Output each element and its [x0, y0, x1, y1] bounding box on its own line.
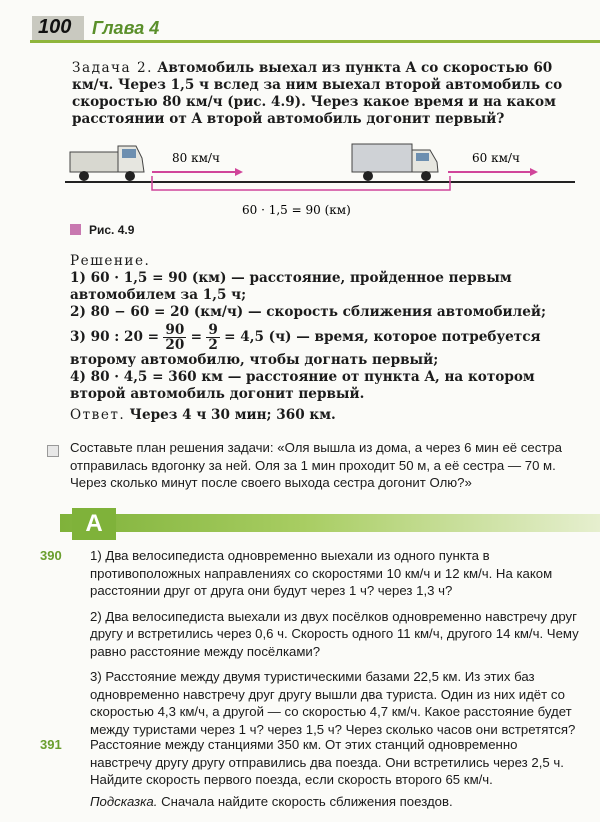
truck-1-icon [70, 146, 144, 181]
solution-step-4: 4) 80 · 4,5 = 360 км — расстояние от пункта A, на котором второй автомобиль догонит первый. [70, 369, 535, 402]
exercise-390 [90, 547, 580, 746]
solution-answer: Ответ. Через 4 ч 30 мин; 360 км. [70, 407, 336, 423]
fraction-90-20: $\frac{90}{20}$ [165, 322, 185, 353]
page-number: 100 [32, 16, 84, 42]
solution-step-2: 2) 80 − 60 = 20 (км/ч) — скорость сближения автомобилей; [70, 304, 546, 320]
exercise-391-number: 391 [40, 737, 62, 752]
exercise-390-part-1: 1) Два велосипедиста одновременно выехали из одного пункта в противоположных направлениях со скоростями 10 км/ч и 12 км/ч. На каком расстоянии друг от друга они будут через 1 ч? через 1,3 ч? [90, 548, 553, 598]
figure-4-9 [60, 140, 580, 220]
solution-step-3: 3) 90 : 20 = $\frac{90}{20}$ = $\frac{9}{2}$ = 4,5 (ч) — время, которое потребуется второму автомобилю, чтобы догнать первый; [70, 322, 541, 368]
task-label: Задача 2. [72, 60, 153, 76]
task-text: Автомобиль выехал из пункта A со скоростью 60 км/ч. Через 1,5 ч вслед за ним выехал второй автомобиль со скоростью 80 км/ч (рис. 4.9). Через какое время и на каком расстоянии от A второй автомобиль догонит первый? [72, 60, 563, 127]
plan-task: Составьте план решения задачи: «Оля вышла из дома, а через 6 мин её сестра отправилась вдогонку за ней. Оля за 1 мин проходит 50 м, а её сестра — 70 м. Через сколько минут после своего выхода сестра догонит Олю?» [70, 440, 563, 490]
distance-label: 60 · 1,5 = 90 (км) [242, 203, 351, 217]
header-rule [30, 40, 600, 43]
fraction-9-2: $\frac{9}{2}$ [208, 322, 218, 353]
truck-2-icon [352, 144, 438, 181]
caption-marker [70, 224, 81, 235]
exercise-391-hint: Подсказка. Сначала найдите скорость сближения поездов. [90, 793, 453, 809]
chapter-title: Глава 4 [92, 18, 160, 38]
exercise-390-part-3: 3) Расстояние между двумя туристическими базами 22,5 км. Из этих баз одновременно навстречу друг другу вышли два туриста. Один из них идёт со скоростью 4,3 км/ч, а другой — со скоростью 4,7 км/ч. Какое расстояние будет между туристами через 1 ч? через 1,5 ч? Через сколько часов они встретятся? [90, 669, 576, 737]
exercise-390-part-2: 2) Два велосипедиста выехали из двух посёлков одновременно навстречу друг другу и встретились через 0,6 ч. Скорость одного 11 км/ч, другого 14 км/ч. Чему равно расстояние между посёлками? [90, 608, 579, 659]
task-statement [72, 60, 577, 128]
speed-2-label: 60 км/ч [472, 151, 520, 165]
solution-step-1: 1) 60 · 1,5 = 90 (км) — расстояние, пройденное первым автомобилем за 1,5 ч; [70, 270, 512, 303]
section-banner-bar [60, 514, 600, 532]
exercise-390-number: 390 [40, 548, 62, 563]
section-letter: А [72, 508, 116, 540]
section-banner [0, 508, 600, 540]
solution-title: Решение. [70, 253, 151, 269]
figure-caption: Рис. 4.9 [70, 223, 134, 237]
exercise-391-text: Расстояние между станциями 350 км. От этих станций одновременно навстречу другу другу отправились два поезда. Они встретились через 2,5 ч. Найдите скорость первого поезда, если скорость второго 65 км/ч. [90, 737, 564, 787]
page-header [0, 18, 600, 48]
exercise-391 [90, 736, 580, 818]
plan-task-marker [47, 445, 59, 457]
speed-1-label: 80 км/ч [172, 151, 220, 165]
solution-block [52, 253, 577, 424]
